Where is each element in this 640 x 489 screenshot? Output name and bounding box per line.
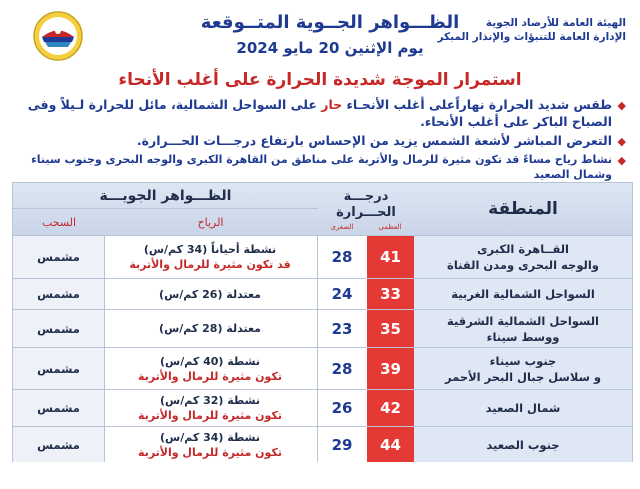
table-row [13, 235, 632, 278]
wind-cell [103, 279, 318, 309]
phenomena-column-header [13, 183, 318, 235]
wind-speed: معتدلة (28 كم/س) [159, 322, 261, 335]
min-temp-cell: 23 [318, 310, 366, 347]
bullet-item [14, 152, 626, 182]
region-name: السواحل الشمالية الشرقية [447, 313, 599, 328]
wind-cell [103, 427, 318, 462]
region-name-line-2: و سلاسل جبال البحر الأحمر [444, 369, 602, 384]
max-temp-cell: 41 [366, 236, 414, 278]
wind-note: تكون مثيرة للرمال والأتربة [138, 445, 282, 459]
wind-note: تكون مثيرة للرمال والأتربة [138, 409, 282, 422]
wind-cell [103, 310, 318, 347]
region-cell [414, 390, 632, 426]
wind-speed: نشطة أحياناً (34 كم/س) [143, 243, 277, 256]
org-line-1: الهيئة العامة للأرصاد الجوية [485, 17, 626, 29]
temperature-header-line-2: الحـــرارة [336, 205, 396, 220]
bullet-item [14, 132, 626, 150]
bullet-text [14, 96, 612, 130]
table-row [13, 278, 632, 309]
bullet-item [14, 96, 626, 130]
diamond-icon: ◆ [617, 99, 626, 112]
wind-cell [103, 390, 318, 426]
max-temp-cell: 33 [366, 279, 414, 309]
wind-speed: نشطة (40 كم/س) [160, 354, 260, 368]
region-name-line-2: ووسط سيناء [486, 329, 560, 344]
max-temp-cell: 44 [366, 427, 414, 462]
org-line-2: الإدارة العامة للتنبؤات والإنذار المبكر [437, 31, 626, 43]
cloud-cell: مشمس [13, 390, 105, 426]
wind-cell [103, 236, 318, 278]
table-row [13, 347, 632, 389]
bullet-text-part: على السواحل الشمالية، مائل للحرارة لـيلاً وفى الصباح الباكر على أغلب الأنحاء. [27, 97, 612, 129]
min-temp-cell: 28 [318, 236, 366, 278]
diamond-icon: ◆ [617, 135, 626, 148]
min-temp-cell: 29 [318, 427, 366, 462]
forecast-date: يوم الإثنين 20 مايو 2024 [236, 39, 424, 57]
region-cell [414, 310, 632, 347]
max-temp-cell: 35 [366, 310, 414, 347]
region-name: جنوب سيناء [489, 353, 557, 368]
cloud-column-header: السحب [41, 216, 77, 229]
forecast-table [12, 182, 633, 462]
cloud-cell: مشمس [13, 236, 105, 278]
cloud-cell: مشمس [13, 427, 105, 462]
phenomena-title: الظـــواهر الجويـــة [13, 183, 318, 209]
table-row [13, 389, 632, 426]
region-name: شمال الصعيد [485, 401, 561, 415]
min-temp-cell: 24 [318, 279, 366, 309]
max-label: العظمى [378, 223, 402, 231]
bullet-text-part: طقس شديد الحرارة نهاراًعلى أغلب الأنحـاء [342, 97, 612, 112]
bullet-text: التعرض المباشر لأشعة الشمس يزيد من الإحساس بارتفاع درجـــات الحـــرارة. [136, 133, 612, 148]
wind-speed: نشطة (32 كم/س) [160, 394, 260, 407]
table-row [13, 309, 632, 347]
min-label: الصغرى [330, 223, 354, 231]
cloud-cell: مشمس [13, 310, 105, 347]
wind-speed: معتدلة (26 كم/س) [159, 287, 261, 301]
region-name: القــاهرة الكبرى [477, 242, 569, 256]
wind-note: تكون مثيرة للرمال والأتربة [138, 369, 282, 383]
max-min-labels [318, 223, 414, 231]
organization-name [436, 16, 626, 44]
wind-speed: نشطة (34 كم/س) [160, 430, 260, 444]
region-name-line-2: والوجه البحرى ومدن القناة [447, 258, 599, 272]
min-temp-cell: 28 [318, 348, 366, 389]
wind-note: قد تكون مثيرة للرمال والأتربة [129, 258, 291, 271]
temperature-header-line-1: درجـــة [343, 189, 389, 204]
min-temp-cell: 26 [318, 390, 366, 426]
region-cell [414, 279, 632, 309]
wind-column-header: الرياح [197, 216, 224, 229]
bullet-text: نشاط رياح مساءً قد تكون مثيرة للرمال والأتربة على مناطق من القاهرة الكبرى والوجه البحرى وجنوب سيناء وشمال الصعيد [31, 153, 612, 181]
temperature-column-header [318, 183, 414, 235]
region-name: السواحل الشمالية الغربية [451, 287, 595, 301]
wind-cell [103, 348, 318, 389]
bullet-hot-word: حار [321, 97, 343, 112]
bullet-list [14, 96, 626, 184]
meteorological-authority-logo [32, 10, 84, 62]
region-column-header: المنطقة [414, 183, 632, 235]
cloud-cell: مشمس [13, 279, 105, 309]
title-block [200, 10, 460, 60]
region-cell [414, 236, 632, 278]
max-temp-cell: 39 [366, 348, 414, 389]
diamond-icon: ◆ [617, 154, 626, 167]
page-title: الظـــواهر الجــوية المتــوقعة [200, 12, 460, 33]
cloud-cell: مشمس [13, 348, 105, 389]
table-row [13, 426, 632, 462]
region-cell [414, 427, 632, 462]
region-cell [414, 348, 632, 389]
logo-icon [32, 10, 84, 62]
max-temp-cell: 42 [366, 390, 414, 426]
headline: استمرار الموجة شديدة الحرارة على أغلب الأنحاء [118, 70, 522, 90]
region-name: جنوب الصعيد [486, 437, 560, 452]
